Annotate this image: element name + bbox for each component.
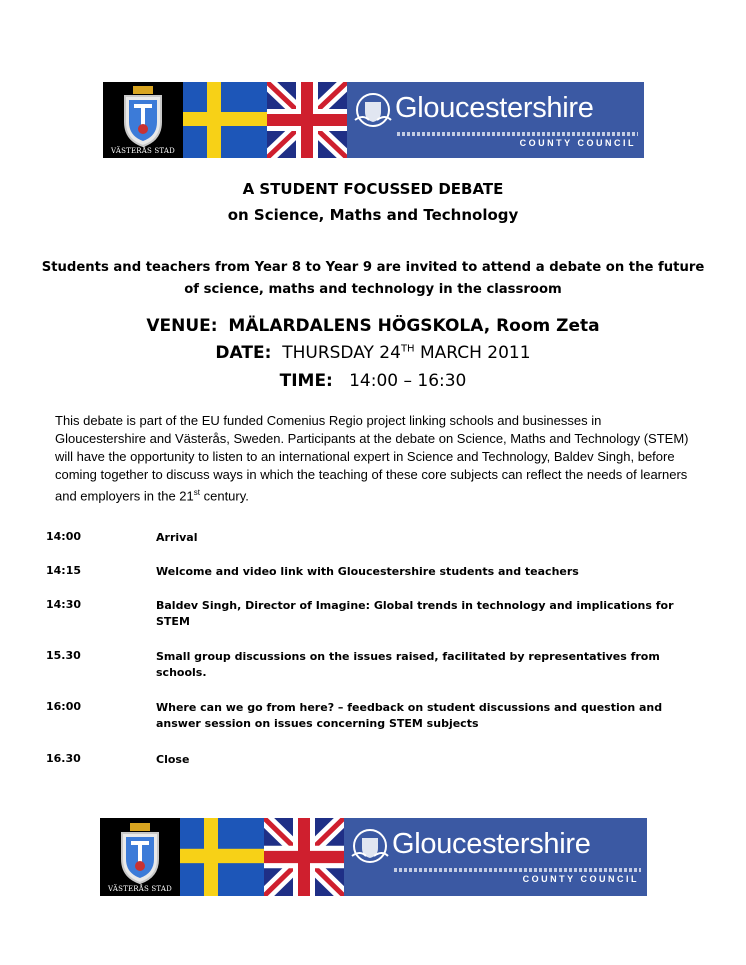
date-prefix: THURSDAY 24 xyxy=(282,343,401,363)
schedule-item: Arrival xyxy=(156,531,198,544)
date-label: DATE: xyxy=(215,343,272,363)
date-sup: TH xyxy=(400,343,415,355)
venue-line xyxy=(0,316,746,336)
gcc-name: Gloucestershire xyxy=(395,92,594,124)
schedule-item: Small group discussions on the issues raised, facilitated by representatives from schools. xyxy=(156,650,660,679)
gloucestershire-logo xyxy=(347,82,644,158)
uk-flag xyxy=(267,82,347,158)
schedule-time: 14:30 xyxy=(46,598,82,611)
gcc-rule xyxy=(394,868,641,872)
gcc-emblem-icon xyxy=(348,826,392,866)
schedule-item: Baldev Singh, Director of Imagine: Global trends in technology and implications for STEM xyxy=(156,599,674,628)
gcc-subtitle: COUNTY COUNCIL xyxy=(519,138,636,148)
invite-text: Students and teachers from Year 8 to Year 9 are invited to attend a debate on the future of science, maths and technology in the classroom xyxy=(41,260,705,297)
description-sup: st xyxy=(193,488,200,497)
schedule-time: 14:15 xyxy=(46,564,82,577)
gcc-subtitle: COUNTY COUNCIL xyxy=(522,874,639,884)
gloucestershire-logo xyxy=(344,818,647,896)
gcc-name: Gloucestershire xyxy=(392,828,591,860)
schedule-time: 14:00 xyxy=(46,530,82,543)
venue-value: MÄLARDALENS HÖGSKOLA, Room Zeta xyxy=(228,316,600,336)
schedule-time: 15.30 xyxy=(46,649,81,662)
vasteras-label: VÄSTERÅS STAD xyxy=(108,885,172,893)
description-text: This debate is part of the EU funded Comenius Regio project linking schools and businesses in Gloucestershire and Västerås, Sweden. Participants at the debate on Science, Maths and Technology (STEM) will have the opportunity to listen to an international expert in Science and Technology, Baldev Singh, before coming together to discuss ways in which the teaching of these core subjects can reflect the needs of learners and employers in the 21 xyxy=(55,413,689,504)
description-paragraph xyxy=(55,412,695,505)
schedule-time: 16.30 xyxy=(46,752,81,765)
vasteras-crest-logo xyxy=(100,818,180,896)
schedule-item: Where can we go from here? – feedback on student discussions and question and answer session on issues concerning STEM subjects xyxy=(156,701,663,730)
time-value: 14:00 – 16:30 xyxy=(349,371,467,391)
heading-line-1: A STUDENT FOCUSSED DEBATE xyxy=(242,180,504,198)
venue-label: VENUE: xyxy=(146,316,218,336)
heading-line-2: on Science, Maths and Technology xyxy=(227,206,519,224)
schedule-time: 16:00 xyxy=(46,700,82,713)
sweden-flag xyxy=(180,818,264,896)
logo-strip-top xyxy=(103,82,644,158)
schedule-item: Close xyxy=(156,753,190,766)
logo-strip-bottom xyxy=(100,818,647,896)
date-line xyxy=(0,343,746,363)
gcc-emblem-icon xyxy=(351,90,395,130)
schedule-item: Welcome and video link with Gloucestershire students and teachers xyxy=(156,565,579,578)
uk-flag xyxy=(264,818,344,896)
vasteras-crest-logo xyxy=(103,82,183,158)
description-tail: century. xyxy=(200,488,249,504)
date-suffix: MARCH 2011 xyxy=(414,343,531,363)
time-line xyxy=(0,371,746,391)
time-label: TIME: xyxy=(279,371,333,391)
sweden-flag xyxy=(183,82,267,158)
gcc-rule xyxy=(397,132,638,136)
vasteras-label: VÄSTERÅS STAD xyxy=(111,147,175,155)
